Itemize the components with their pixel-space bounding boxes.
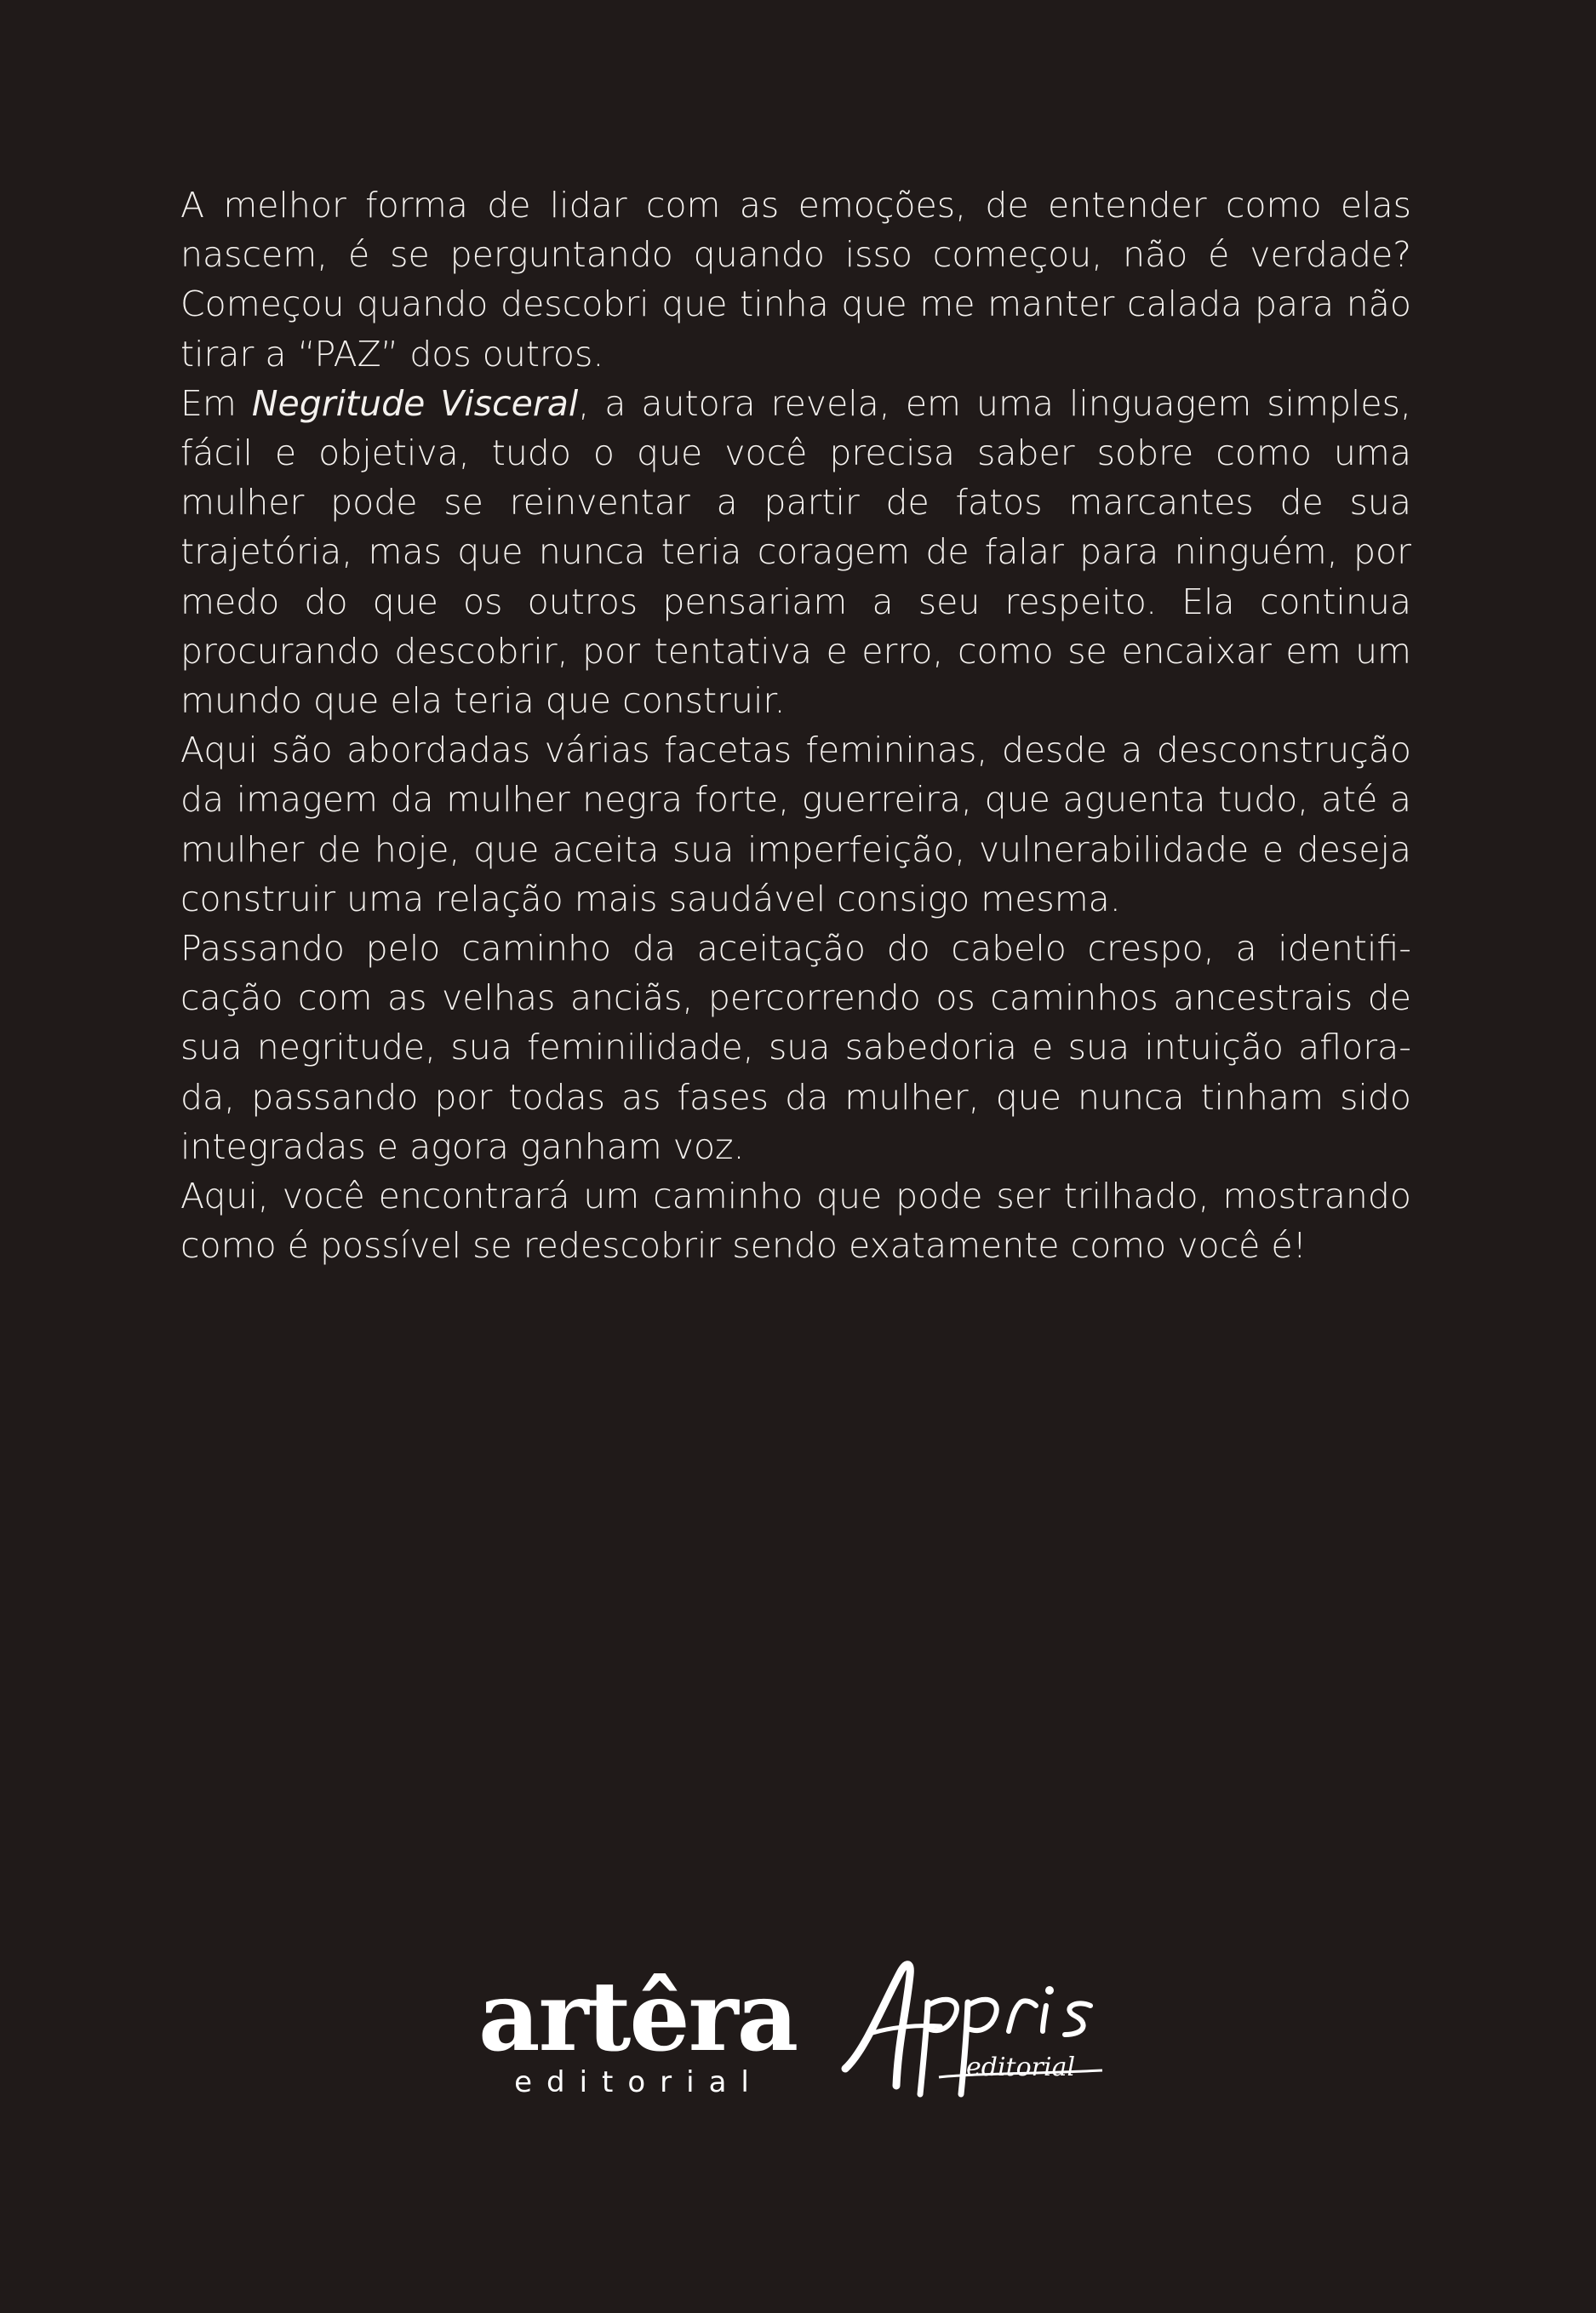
blurb-paragraph-5: Aqui, você encontrará um caminho que pode ser trilhado, mostrando como é possível se redescobrir sendo exatamente como você é! <box>180 1176 1411 1267</box>
publisher-logos <box>0 1949 1596 2103</box>
appris-editorial-logo <box>838 1949 1119 2098</box>
book-title: Negritude Visceral <box>251 382 579 424</box>
blurb-paragraph-2-start: Em <box>180 382 252 424</box>
artera-logo-subtitle: editorial <box>514 2065 764 2099</box>
blurb-paragraph-2-rest: , a autora revela, em uma linguagem simples, fácil e objetiva, tudo o que você precisa saber sobre como uma mulher pode se reinventar a partir de fatos marcantes de sua trajetória, mas que nunca teria coragem de falar para ninguém, por medo do que os outros pensariam a seu respeito. Ela continua procurando descobrir, por tentativa e erro, como se encaixar em um mundo que ela teria que construir. <box>180 382 1411 722</box>
artera-logo-wordmark: artêra <box>478 1961 798 2073</box>
blurb-paragraph-2 <box>180 379 1411 725</box>
blurb-paragraph-3: Aqui são abordadas várias facetas femininas, desde a desconstrução da imagem da mulher negra forte, guerreira, que aguenta tudo, até a mulher de hoje, que aceita sua imperfeição, vulnerabilidade e deseja construir uma relação mais saudável consigo mesma. <box>180 730 1411 919</box>
back-cover-blurb <box>180 180 1411 1270</box>
blurb-paragraph-4: Passando pelo caminho da aceitação do cabelo crespo, a identificação com as velhas anciãs, percorrendo os caminhos ancestrais de sua negritude, sua feminilidade, sua sabedoria e sua intuição aflorada, passando por todas as fases da mulher, que nunca tinham sido integradas e agora ganham voz. <box>180 928 1411 1167</box>
blurb-paragraph-1: A melhor forma de lidar com as emoções, de entender como elas nascem, é se perguntando quando isso começou, não é verdade? Começou quando descobri que tinha que me manter calada para não tirar a “PAZ” dos outros. <box>180 185 1411 375</box>
appris-logo-subtitle: editorial <box>966 2053 1076 2082</box>
artera-editorial-logo <box>478 1961 798 2099</box>
